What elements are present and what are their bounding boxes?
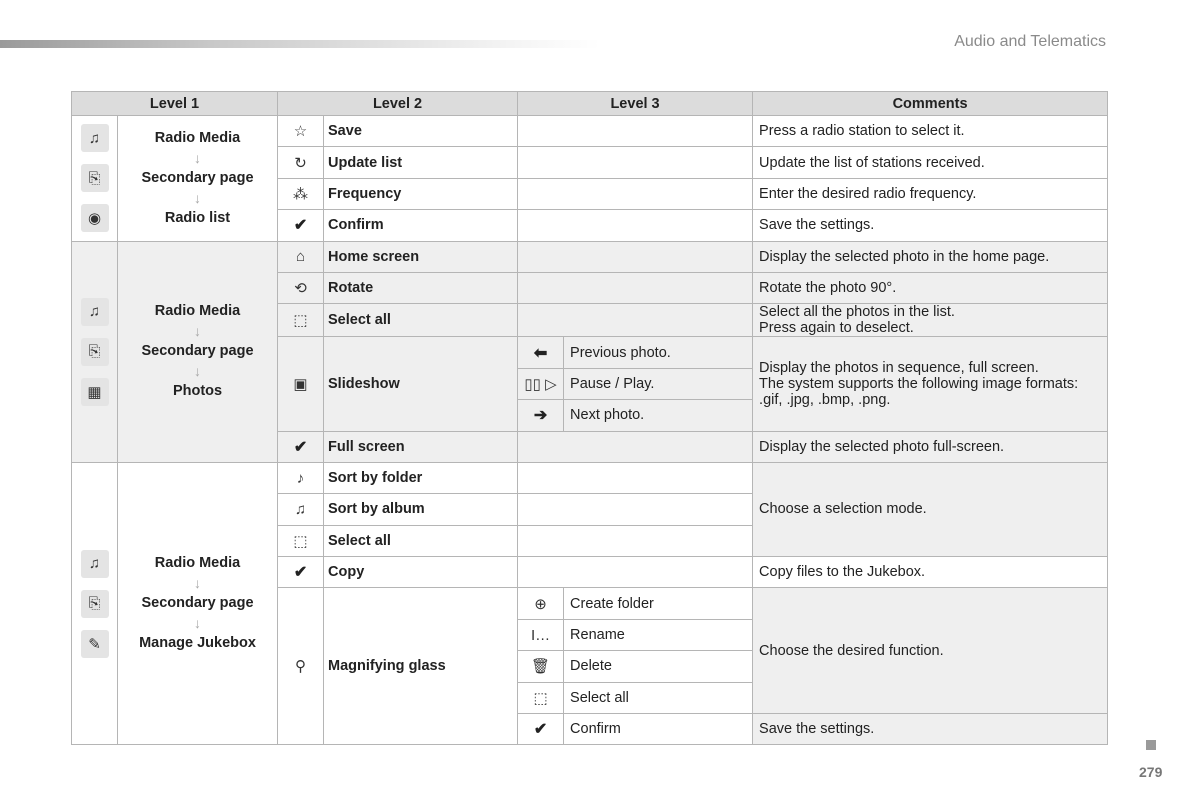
level1-step: Secondary page	[141, 343, 254, 360]
comment-cell: Choose a selection mode.	[753, 462, 1108, 556]
photos-icon: ▦	[81, 378, 109, 406]
page-corner-marker	[1146, 740, 1156, 750]
radio-list-icon: ◉	[81, 204, 109, 232]
comment-line: Select all the photos in the list.	[759, 304, 955, 321]
col-header-level2: Level 2	[278, 92, 518, 116]
level2-label: Confirm	[324, 210, 518, 241]
group1-level1-icons	[72, 116, 118, 242]
down-arrow-icon: ↓	[194, 323, 201, 340]
level3-cell	[518, 210, 753, 241]
level3-label: Previous photo.	[564, 337, 753, 368]
table-row	[72, 462, 1108, 493]
level3-label: Pause / Play.	[564, 368, 753, 399]
level3-cell	[518, 557, 753, 588]
check-icon: ✔	[278, 210, 324, 241]
manage-jukebox-icon: ✎	[81, 630, 109, 658]
next-arrow-icon: ➔	[518, 400, 564, 431]
down-arrow-icon: ↓	[194, 363, 201, 380]
level2-label: Sort by album	[324, 494, 518, 525]
table-row	[72, 116, 1108, 147]
update-list-icon: ↻	[278, 147, 324, 178]
comment-cell: Save the settings.	[753, 714, 1108, 745]
group3-level1-path	[118, 462, 278, 745]
level2-label: Select all	[324, 525, 518, 556]
select-all-icon: ⬚	[278, 525, 324, 556]
pause-play-icon: ▯▯ ▷	[518, 368, 564, 399]
rename-icon: I…	[518, 619, 564, 650]
comment-cell: Update the list of stations received.	[753, 147, 1108, 178]
level2-label: Slideshow	[324, 337, 518, 431]
menu-table	[71, 91, 1108, 745]
home-screen-icon: ⌂	[278, 241, 324, 272]
sort-folder-icon: ♪	[278, 462, 324, 493]
level3-cell	[518, 272, 753, 303]
group1-level1-path	[118, 116, 278, 242]
comment-cell: Choose the desired function.	[753, 588, 1108, 714]
comment-cell: Save the settings.	[753, 210, 1108, 241]
sort-album-icon: ♫	[278, 494, 324, 525]
group3-level1-icons	[72, 462, 118, 745]
level2-label: Full screen	[324, 431, 518, 462]
comment-cell: Display the selected photo full-screen.	[753, 431, 1108, 462]
level1-step: Manage Jukebox	[139, 635, 256, 652]
save-star-icon: ☆	[278, 116, 324, 147]
level3-cell	[518, 241, 753, 272]
level3-label: Create folder	[564, 588, 753, 619]
previous-arrow-icon: ⬅	[518, 337, 564, 368]
level3-label: Select all	[564, 682, 753, 713]
check-icon: ✔	[278, 431, 324, 462]
level1-step: Secondary page	[141, 169, 254, 186]
rotate-icon: ⟲	[278, 272, 324, 303]
secondary-page-icon: ⎘	[81, 590, 109, 618]
group2-level1-path	[118, 241, 278, 462]
radio-media-icon: ♫	[81, 298, 109, 326]
level3-label: Next photo.	[564, 400, 753, 431]
check-icon: ✔	[518, 714, 564, 745]
secondary-page-icon: ⎘	[81, 164, 109, 192]
check-icon: ✔	[278, 557, 324, 588]
table-header-row	[72, 92, 1108, 116]
col-header-level1: Level 1	[72, 92, 278, 116]
level1-step: Radio list	[164, 209, 231, 226]
level1-step: Radio Media	[154, 555, 241, 572]
level2-label: Sort by folder	[324, 462, 518, 493]
level2-label: Rotate	[324, 272, 518, 303]
section-title: Audio and Telematics	[954, 33, 1106, 50]
down-arrow-icon: ↓	[194, 149, 201, 166]
radio-media-icon: ♫	[81, 550, 109, 578]
comment-cell	[753, 304, 1108, 337]
level1-step: Radio Media	[154, 129, 241, 146]
slideshow-icon: ▣	[278, 337, 324, 431]
level3-cell	[518, 431, 753, 462]
header-gradient-bar	[0, 40, 600, 48]
down-arrow-icon: ↓	[194, 615, 201, 632]
select-all-icon: ⬚	[278, 304, 324, 337]
level1-step: Photos	[172, 383, 223, 400]
level3-cell	[518, 116, 753, 147]
level3-cell	[518, 525, 753, 556]
level3-cell	[518, 178, 753, 209]
comment-cell: Copy files to the Jukebox.	[753, 557, 1108, 588]
comment-line: The system supports the following image formats:	[759, 375, 1079, 392]
page-number: 279	[1139, 764, 1163, 780]
level2-label: Frequency	[324, 178, 518, 209]
level1-step: Secondary page	[141, 595, 254, 612]
group2-level1-icons	[72, 241, 118, 462]
level2-label: Save	[324, 116, 518, 147]
level2-label: Copy	[324, 557, 518, 588]
level2-label: Home screen	[324, 241, 518, 272]
level1-step: Radio Media	[154, 303, 241, 320]
level3-cell	[518, 494, 753, 525]
comment-line: .gif, .jpg, .bmp, .png.	[759, 391, 891, 408]
down-arrow-icon: ↓	[194, 575, 201, 592]
delete-trash-icon: 🗑	[518, 651, 564, 682]
radio-media-icon: ♫	[81, 124, 109, 152]
secondary-page-icon: ⎘	[81, 338, 109, 366]
level3-label: Rename	[564, 619, 753, 650]
comment-line: Display the photos in sequence, full screen.	[759, 359, 1039, 376]
level3-cell	[518, 147, 753, 178]
level2-label: Update list	[324, 147, 518, 178]
comment-cell: Press a radio station to select it.	[753, 116, 1108, 147]
down-arrow-icon: ↓	[194, 189, 201, 206]
comment-cell: Display the selected photo in the home page.	[753, 241, 1108, 272]
create-folder-icon: ⊕	[518, 588, 564, 619]
level3-cell	[518, 462, 753, 493]
level2-label: Magnifying glass	[324, 588, 518, 745]
table-row	[72, 241, 1108, 272]
level3-label: Confirm	[564, 714, 753, 745]
comment-cell: Enter the desired radio frequency.	[753, 178, 1108, 209]
comment-cell: Rotate the photo 90°.	[753, 272, 1108, 303]
level2-label: Select all	[324, 304, 518, 337]
col-header-level3: Level 3	[518, 92, 753, 116]
level3-label: Delete	[564, 651, 753, 682]
frequency-icon: ⁂	[278, 178, 324, 209]
comment-cell	[753, 337, 1108, 431]
col-header-comments: Comments	[753, 92, 1108, 116]
comment-line: Press again to deselect.	[759, 320, 914, 337]
level3-cell	[518, 304, 753, 337]
magnifying-glass-icon: ⚲	[278, 588, 324, 745]
select-all-icon: ⬚	[518, 682, 564, 713]
